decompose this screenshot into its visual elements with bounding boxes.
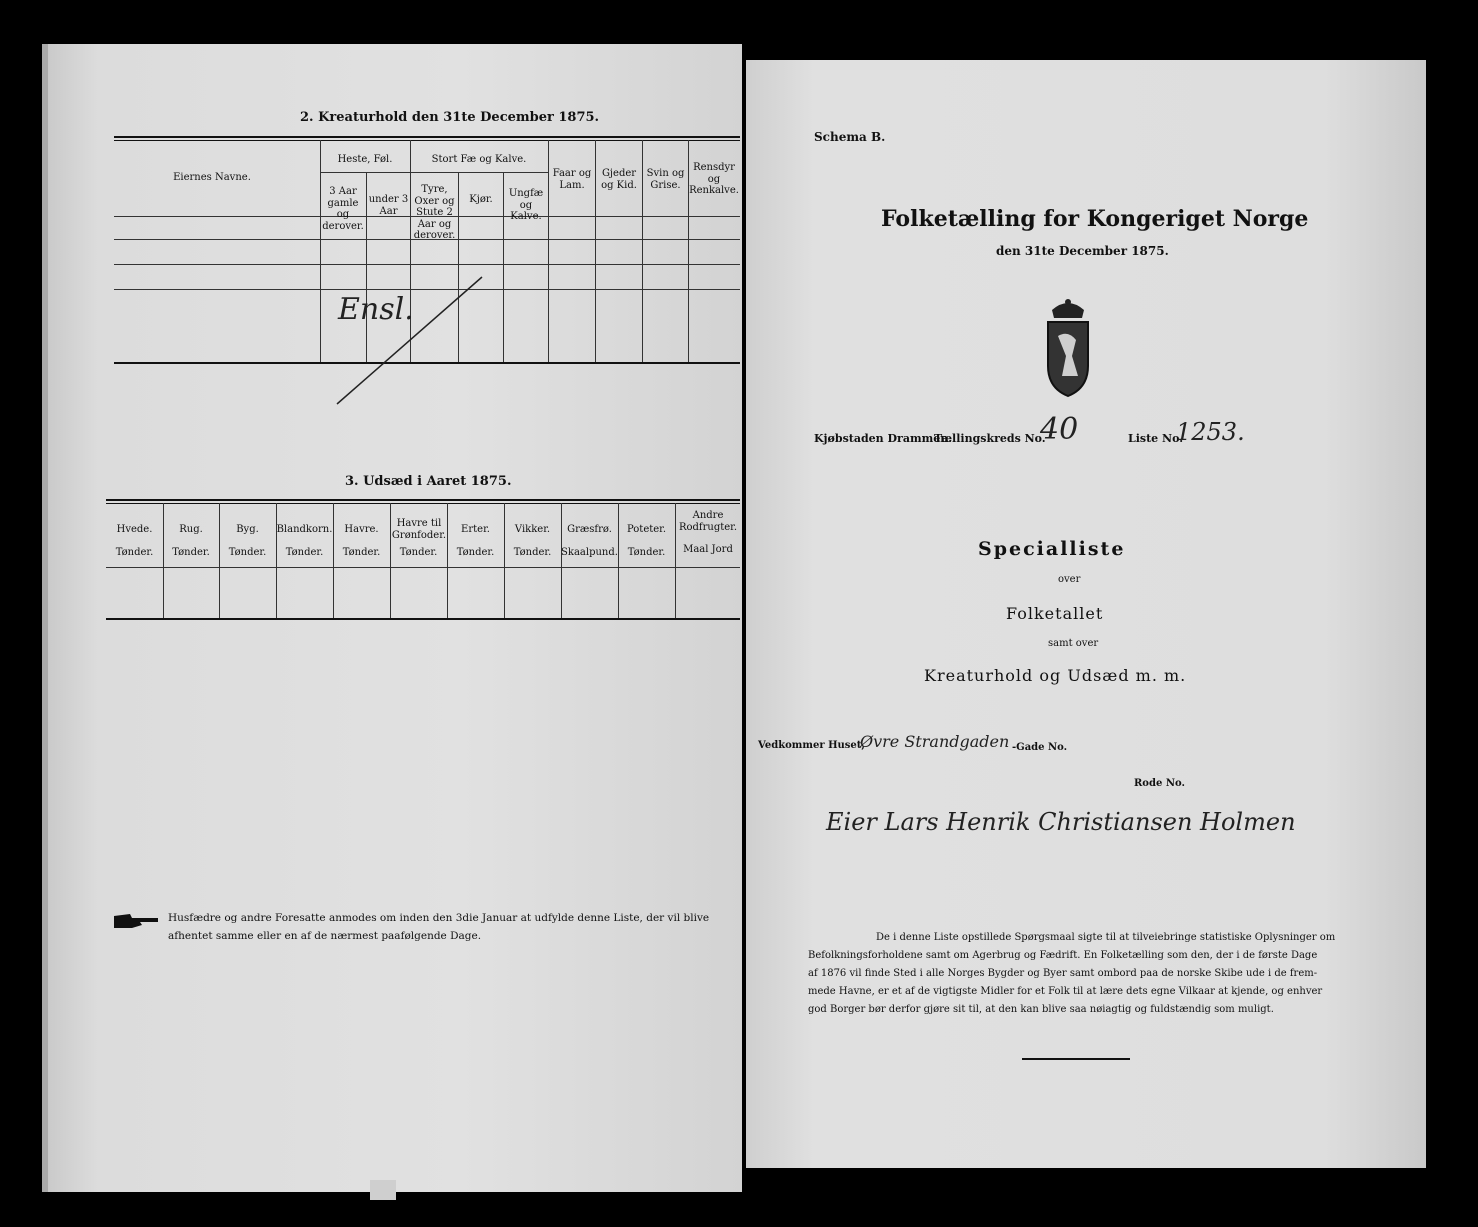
seed-graesfro: Græsfrø. bbox=[567, 524, 612, 535]
seed-rug: Rug. bbox=[179, 524, 203, 535]
livestock-handwriting: Ensl. bbox=[338, 292, 414, 327]
seed-havre: Havre. bbox=[344, 524, 379, 535]
seed-byg-unit: Tønder. bbox=[228, 547, 267, 558]
strike-line bbox=[332, 269, 492, 409]
seed-andre-unit: Maal Jord bbox=[683, 544, 733, 555]
coat-of-arms-icon bbox=[1038, 296, 1098, 400]
header-pigs: Svin og Grise. bbox=[646, 168, 685, 191]
para-line-2: Befolkningsforholdene samt om Agerbrug og Fædrift. En Folketælling som den, der i de første Dage bbox=[808, 950, 1318, 961]
pointing-hand-icon bbox=[112, 910, 162, 932]
seed-graesfro-unit: Skaalpund. bbox=[561, 547, 618, 558]
notice-line-2: afhentet samme eller en af de nærmest paafølgende Dage. bbox=[168, 930, 482, 942]
owner-handwriting: Eier Lars Henrik Christiansen Holmen bbox=[826, 808, 1296, 836]
seed-havre-gronfoder: Havre til Grønfoder. bbox=[391, 518, 447, 541]
right-page bbox=[746, 60, 1426, 1168]
main-title: Folketælling for Kongeriget Norge bbox=[881, 206, 1309, 232]
header-cattle-young: Ungfæ og Kalve. bbox=[508, 188, 544, 222]
seed-vikker: Vikker. bbox=[514, 524, 551, 535]
house-label: Vedkommer Huset, bbox=[758, 740, 865, 751]
seed-hvede: Hvede. bbox=[116, 524, 153, 535]
folk-label: Folketallet bbox=[1006, 604, 1104, 623]
header-sheep: Faar og Lam. bbox=[552, 168, 592, 191]
seed-blandkorn-unit: Tønder. bbox=[285, 547, 324, 558]
notice-line-1: Husfædre og andre Foresatte anmodes om inden den 3die Januar at udfylde denne Liste, der vil blive bbox=[168, 912, 710, 924]
header-cattle: Stort Fæ og Kalve. bbox=[431, 154, 527, 165]
seed-erter-unit: Tønder. bbox=[456, 547, 495, 558]
left-page bbox=[42, 44, 742, 1192]
gade-label: -Gade No. bbox=[1012, 742, 1068, 753]
binding-tab bbox=[370, 1180, 396, 1200]
header-cattle-cows: Kjør. bbox=[469, 194, 493, 205]
page-edge bbox=[42, 44, 48, 1192]
rode-label: Rode No. bbox=[1134, 778, 1185, 789]
header-horses-old: 3 Aar gamle og derover. bbox=[322, 186, 364, 232]
closing-rule bbox=[1022, 1058, 1130, 1060]
seed-byg: Byg. bbox=[236, 524, 259, 535]
header-reindeer: Rensdyr og Renkalve. bbox=[689, 162, 739, 196]
seed-rug-unit: Tønder. bbox=[172, 547, 210, 558]
seed-erter: Erter. bbox=[461, 524, 490, 535]
header-horses: Heste, Føl. bbox=[337, 154, 393, 165]
house-value: Øvre Strandgaden bbox=[860, 732, 1010, 751]
district-value: 40 bbox=[1040, 412, 1079, 447]
over-2: samt over bbox=[1048, 638, 1099, 649]
schema-label: Schema B. bbox=[814, 130, 886, 144]
para-line-4: mede Havne, er et af de vigtigste Midler for et Folk til at lære dets egne Vilkaar at kjende, og enhver bbox=[808, 986, 1323, 997]
section2-title: 2. Kreaturhold den 31te December 1875. bbox=[300, 110, 600, 125]
over-1: over bbox=[1058, 574, 1081, 585]
header-cattle-oxen: Tyre, Oxer og Stute 2 Aar og derover. bbox=[413, 184, 456, 241]
seed-havre-gronfoder-unit: Tønder. bbox=[399, 547, 438, 558]
kreatur-label: Kreaturhold og Udsæd m. m. bbox=[924, 666, 1187, 685]
seed-andre: Andre Rodfrugter. bbox=[678, 510, 738, 533]
list-value: 1253. bbox=[1176, 418, 1245, 446]
section3-title: 3. Udsæd i Aaret 1875. bbox=[345, 474, 512, 489]
seed-blandkorn: Blandkorn. bbox=[276, 524, 333, 535]
title-date: den 31te December 1875. bbox=[996, 244, 1169, 258]
seed-hvede-unit: Tønder. bbox=[115, 547, 154, 558]
seed-poteter: Poteter. bbox=[626, 524, 667, 535]
header-horses-young: under 3 Aar bbox=[368, 194, 409, 217]
header-goats: Gjeder og Kid. bbox=[601, 168, 637, 191]
seed-havre-unit: Tønder. bbox=[342, 547, 381, 558]
para-line-5: god Borger bør derfor gjøre sit til, at den kan blive saa nøiagtig og fuldstændig som muligt. bbox=[808, 1004, 1274, 1015]
para-line-3: af 1876 vil finde Sted i alle Norges Bygder og Byer samt ombord paa de norske Skibe ude i de frem- bbox=[808, 968, 1318, 979]
list-label: Liste No. bbox=[1128, 432, 1184, 445]
header-owner: Eiernes Navne. bbox=[173, 172, 251, 183]
seed-vikker-unit: Tønder. bbox=[513, 547, 552, 558]
spec-title: Specialliste bbox=[978, 538, 1126, 560]
location-label: Kjøbstaden Drammen. bbox=[814, 432, 953, 445]
seed-poteter-unit: Tønder. bbox=[627, 547, 666, 558]
district-label: Tællingskreds No. bbox=[934, 432, 1046, 445]
para-line-1: De i denne Liste opstillede Spørgsmaal sigte til at tilveiebringe statistiske Oplysninger om bbox=[876, 932, 1336, 943]
